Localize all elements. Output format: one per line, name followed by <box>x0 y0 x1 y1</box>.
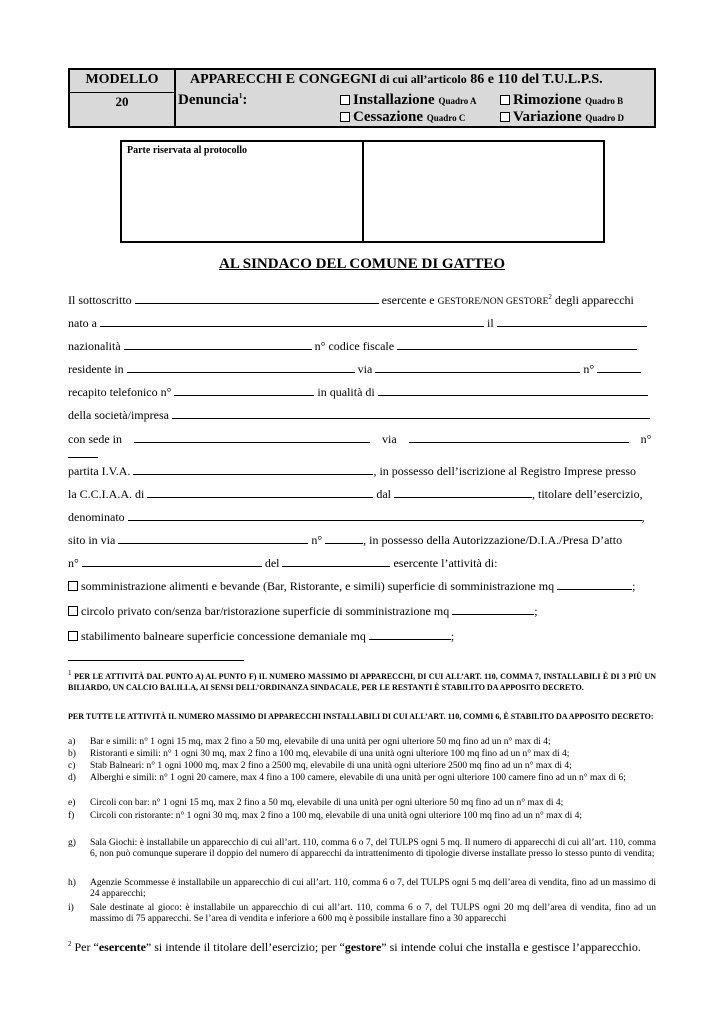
cciaa-dal-field[interactable] <box>394 486 532 498</box>
residente-via-field[interactable] <box>375 361 580 373</box>
checkbox-cessazione[interactable] <box>340 112 350 122</box>
circolo-mq-field[interactable] <box>452 603 534 615</box>
header-divider-vertical <box>174 70 176 126</box>
option-rimozione[interactable]: Rimozione Quadro B <box>500 92 623 109</box>
checkbox-rimozione[interactable] <box>500 95 510 105</box>
sito-numero-field[interactable] <box>325 532 363 544</box>
telefono-field[interactable] <box>174 384 314 396</box>
footnote-rule <box>68 660 244 661</box>
protocol-divider <box>362 142 364 241</box>
activity-stabilimento[interactable]: stabilimento balneare superficie concessione demaniale mq ; <box>68 628 656 644</box>
line-nato: nato a il <box>68 315 656 331</box>
line-sottoscritto: Il sottoscritto esercente e GESTORE/NON GESTORE$^2$ degli apparecchi <box>68 293 634 307</box>
footnote-1: $^1$ PER LE ATTIVITÀ DAL PUNTO A) AL PUNTO F) IL NUMERO MASSIMO DI APPARECCHI, DI CUI ALL’ART. 110, COMMA 7, INSTALLABILI È DI 3 PIÙ UN BILIARDO, UN CALCIO BALILLA, AI SENSI DELL’ORDINANZA SINDACALE, PER LE RESTANTI È STABILITO DA APPOSITO DECRETO. <box>68 669 656 692</box>
option-cessazione[interactable]: Cessazione Quadro C <box>340 109 465 126</box>
line-cciaa: la C.C.I.A.A. di dal , titolare dell’esercizio, <box>68 487 643 501</box>
denuncia-label: Denuncia$^1$: <box>178 92 248 108</box>
residente-numero-field[interactable] <box>597 361 641 373</box>
line-societa: della società/impresa <box>68 407 656 423</box>
sito-via-field[interactable] <box>118 532 308 544</box>
title-rest: di cui all’articolo <box>376 72 467 86</box>
checkbox-variazione[interactable] <box>500 112 510 122</box>
residente-field[interactable] <box>127 361 355 373</box>
line-sito: sito in via n° , in possesso della Autorizzazione/D.I.A./Presa D’atto <box>68 533 623 547</box>
denominato-field[interactable] <box>128 509 642 521</box>
nato-a-field[interactable] <box>100 315 484 327</box>
line-sede-numero <box>68 446 656 462</box>
title-tail: 86 e 110 del T.U.L.P.S. <box>466 72 603 87</box>
sede-numero-field[interactable] <box>68 446 98 458</box>
option-installazione[interactable]: Installazione Quadro A <box>340 92 477 109</box>
activity-somministrazione[interactable]: somministrazione alimenti e bevande (Bar, Ristorante, e simili) superficie di somministrazione mq ; <box>68 578 656 594</box>
sottoscritto-field[interactable] <box>135 292 379 304</box>
sede-field[interactable] <box>134 431 370 443</box>
activity-circolo[interactable]: circolo privato con/senza bar/ristorazione superficie di somministrazione mq ; <box>68 603 656 619</box>
footnote-2: $^2$ Per “esercente” si intende il titolare dell’esercizio; per “gestore” si intende colui che installa e gestisce l’apparecchio. <box>68 940 641 954</box>
header-title <box>190 72 603 88</box>
checkbox-installazione[interactable] <box>340 95 350 105</box>
line-denominato: denominato , <box>68 510 645 524</box>
title-main: APPARECCHI E CONGEGNI <box>190 72 377 87</box>
data-nascita-field[interactable] <box>497 315 647 327</box>
line-recapito: recapito telefonico n° in qualità di <box>68 384 656 400</box>
qualita-field[interactable] <box>378 384 648 396</box>
autorizzazione-data-field[interactable] <box>282 555 390 567</box>
autorizzazione-numero-field[interactable] <box>82 555 262 567</box>
protocol-label: Parte riservata al protocollo <box>127 145 248 156</box>
checkbox-circolo[interactable] <box>68 606 78 616</box>
page-heading: AL SINDACO DEL COMUNE DI GATTEO <box>218 256 506 272</box>
header-divider-horizontal <box>70 92 174 93</box>
line-sede: con sede in via n° <box>68 432 652 446</box>
checkbox-stabilimento[interactable] <box>68 631 78 641</box>
somministrazione-mq-field[interactable] <box>557 578 632 590</box>
line-nazionalita: nazionalità n° codice fiscale <box>68 338 656 354</box>
nazionalita-field[interactable] <box>124 338 312 350</box>
line-residente: residente in via n° <box>68 361 656 377</box>
option-variazione[interactable]: Variazione Quadro D <box>500 109 624 126</box>
header-table <box>68 68 656 128</box>
checkbox-somministrazione[interactable] <box>68 581 78 591</box>
codice-fiscale-field[interactable] <box>397 338 637 350</box>
societa-field[interactable] <box>172 407 650 419</box>
protocol-box <box>120 140 605 243</box>
line-autorizzazione: n° del esercente l’attività di: <box>68 556 498 570</box>
cciaa-field[interactable] <box>147 486 373 498</box>
modello-number: 20 <box>115 94 129 109</box>
footnote-1-commi6: PER TUTTE LE ATTIVITÀ IL NUMERO MASSIMO DI APPARECCHI INSTALLABILI DI CUI ALL’ART. 110, COMMI 6, È STABILITO DA APPOSITO DECRETO: <box>68 712 654 721</box>
line-iva: partita I.V.A. , in possesso dell’iscrizione al Registro Imprese presso <box>68 464 637 478</box>
partita-iva-field[interactable] <box>133 463 373 475</box>
modello-label: MODELLO <box>85 72 159 87</box>
sede-via-field[interactable] <box>409 431 629 443</box>
stabilimento-mq-field[interactable] <box>369 628 451 640</box>
